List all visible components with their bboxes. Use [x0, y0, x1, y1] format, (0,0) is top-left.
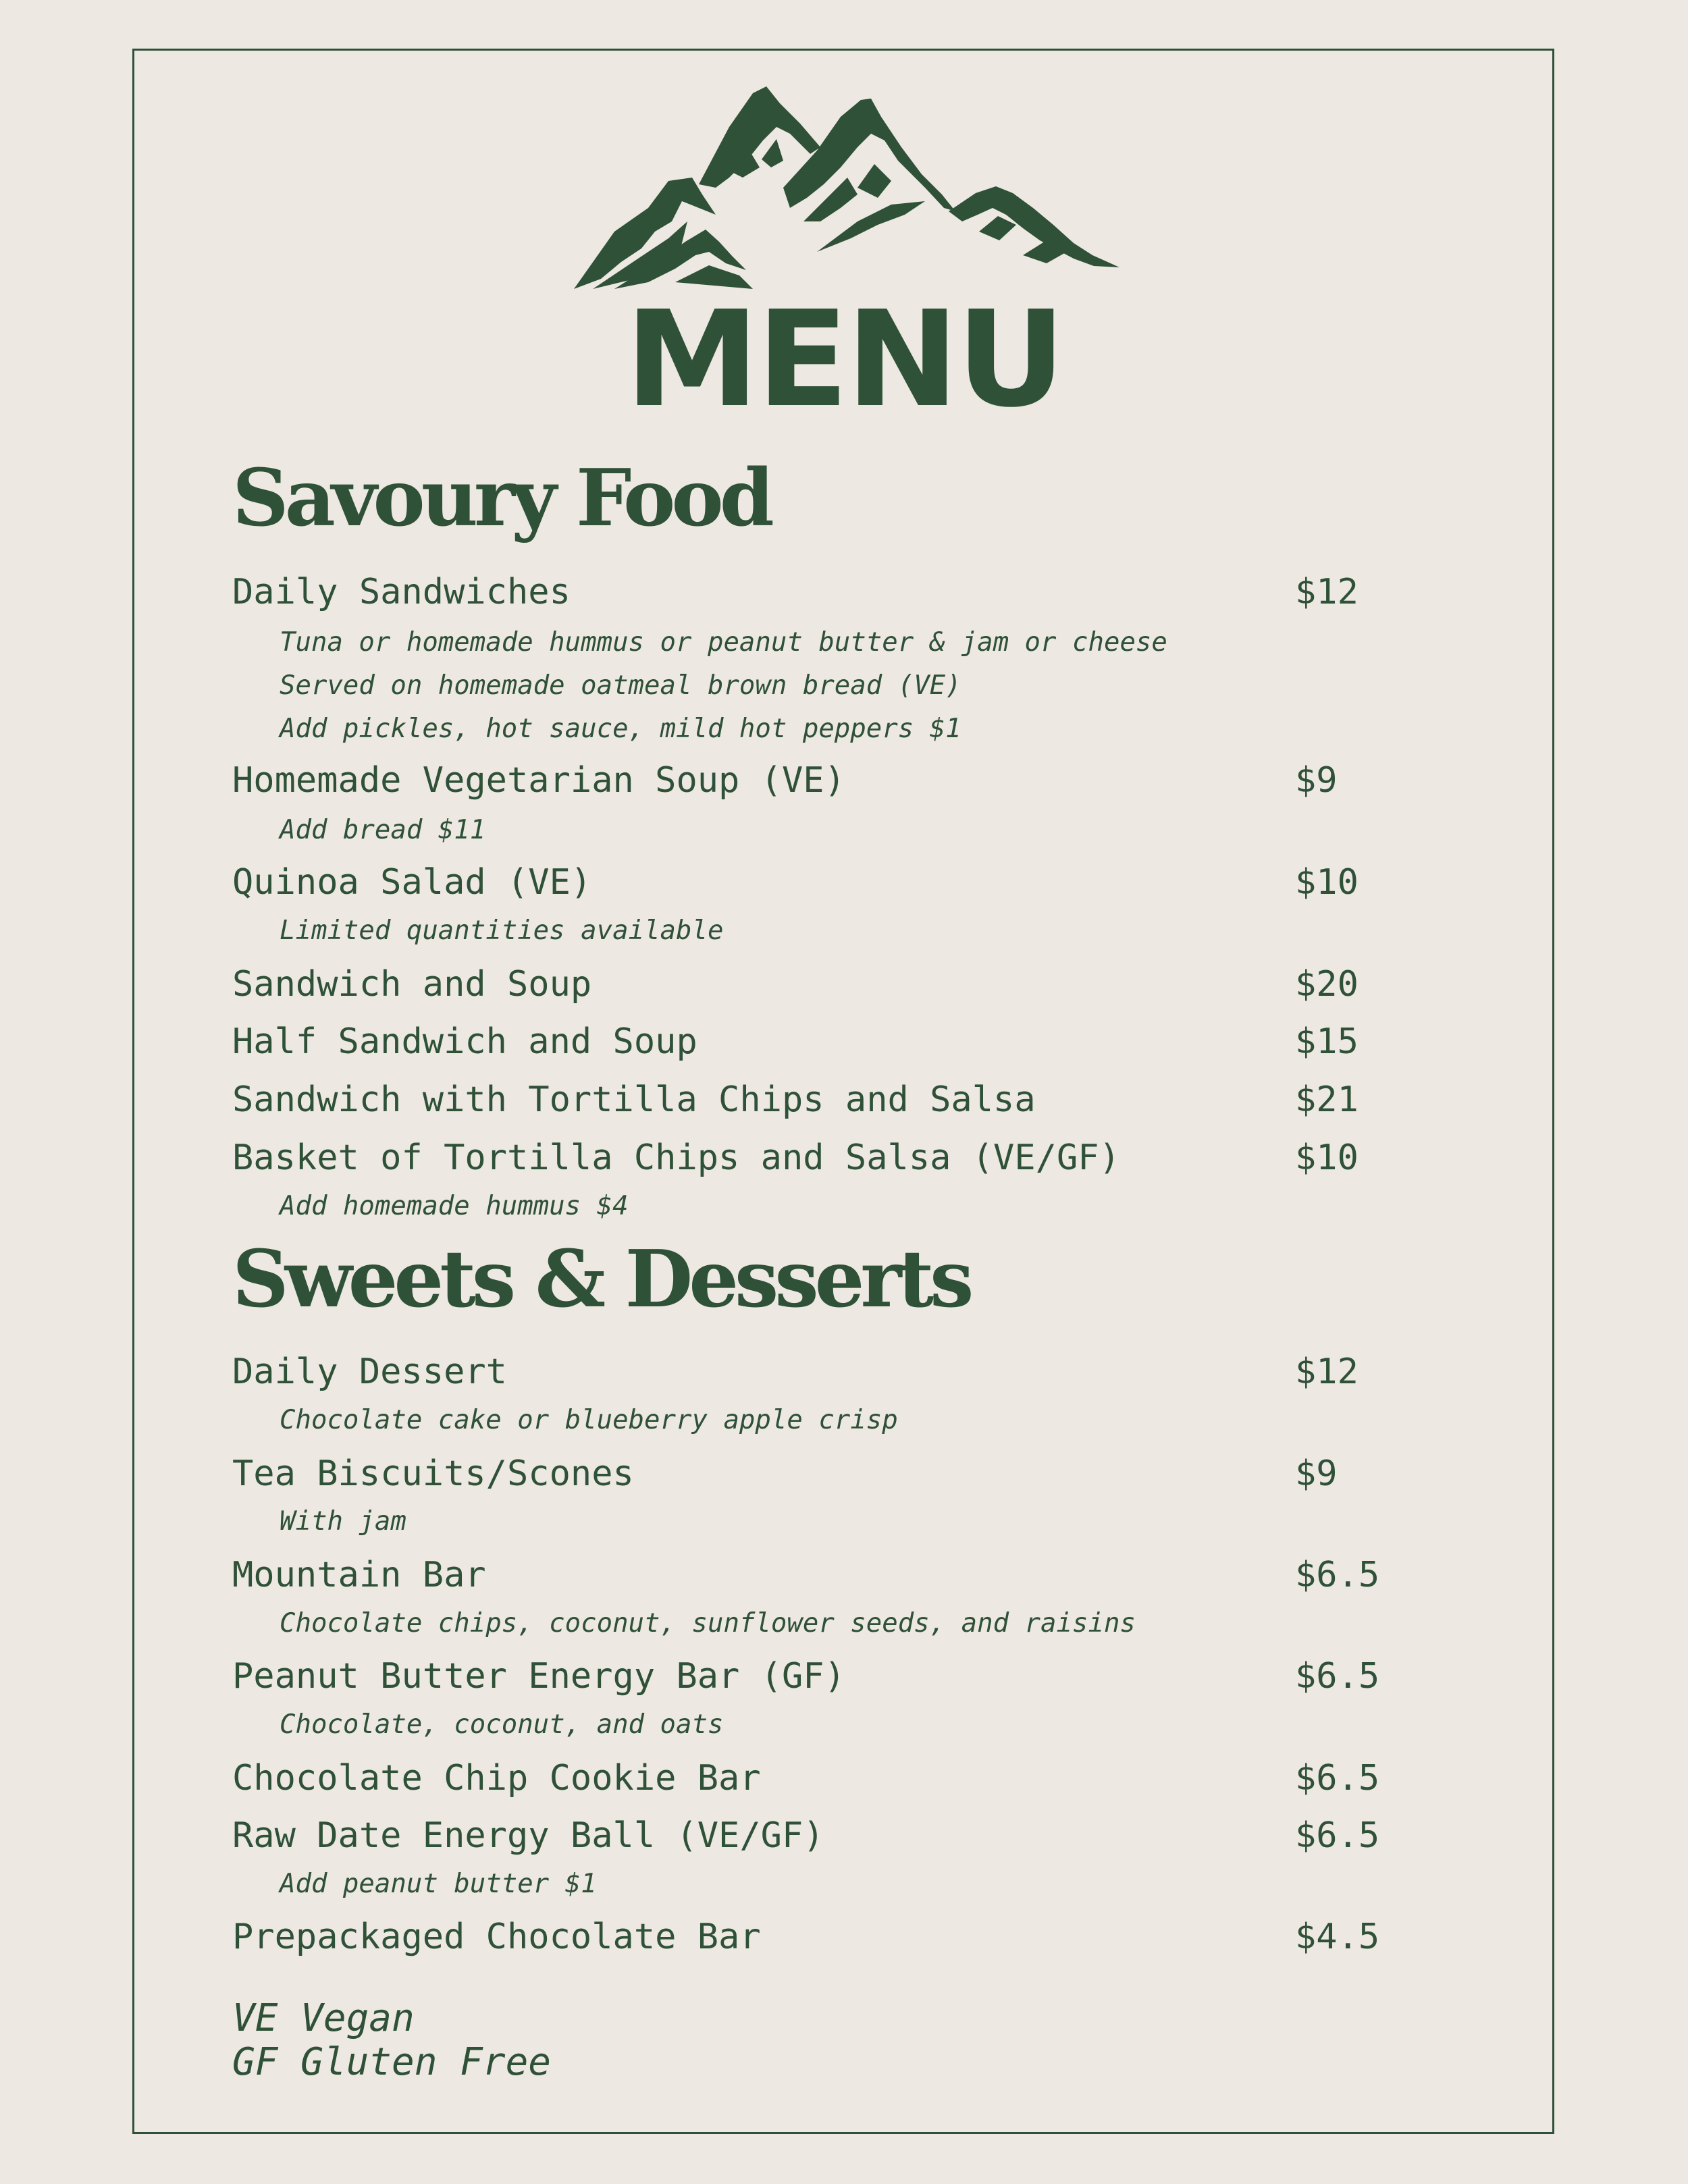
- menu-item-name: Chocolate Chip Cookie Bar: [232, 1758, 761, 1799]
- menu-item-name: Tea Biscuits/Scones: [232, 1454, 634, 1494]
- menu-item-note: Chocolate cake or blueberry apple crisp: [280, 1405, 898, 1435]
- menu-item-note: Chocolate, coconut, and oats: [280, 1709, 724, 1740]
- menu-item-note: Served on homemade oatmeal brown bread (VE): [280, 670, 961, 701]
- menu-item-note: Add homemade hummus $4: [280, 1191, 629, 1221]
- menu-item-note: With jam: [280, 1506, 406, 1537]
- menu-item-name: Half Sandwich and Soup: [232, 1021, 697, 1062]
- menu-item-name: Peanut Butter Energy Bar (GF): [232, 1656, 845, 1697]
- menu-item-price: $4.5: [1295, 1917, 1380, 1957]
- menu-item-price: $21: [1295, 1080, 1359, 1120]
- mountain-icon: [574, 86, 1119, 292]
- menu-item-name: Daily Dessert: [232, 1352, 507, 1392]
- menu-item-price: $10: [1295, 1138, 1359, 1178]
- menu-item-note: Limited quantities available: [280, 915, 724, 946]
- menu-item-price: $6.5: [1295, 1656, 1380, 1697]
- menu-item-price: $6.5: [1295, 1758, 1380, 1799]
- menu-item-price: $15: [1295, 1021, 1359, 1062]
- page-title: MENU: [625, 283, 1063, 437]
- menu-item-price: $6.5: [1295, 1815, 1380, 1856]
- menu-item-name: Homemade Vegetarian Soup (VE): [232, 760, 845, 801]
- menu-item-price: $12: [1295, 1352, 1359, 1392]
- menu-item-name: Prepackaged Chocolate Bar: [232, 1917, 761, 1957]
- menu-item-price: $10: [1295, 862, 1359, 903]
- menu-item-note: Add pickles, hot sauce, mild hot peppers $1: [280, 714, 961, 744]
- menu-item-name: Quinoa Salad (VE): [232, 862, 592, 903]
- menu-item-name: Raw Date Energy Ball (VE/GF): [232, 1815, 824, 1856]
- menu-item-name: Sandwich and Soup: [232, 964, 592, 1005]
- menu-item-note: Add peanut butter $1: [280, 1869, 597, 1899]
- menu-item-name: Sandwich with Tortilla Chips and Salsa: [232, 1080, 1036, 1120]
- menu-item-name: Daily Sandwiches: [232, 572, 571, 612]
- menu-item-note: Add bread $11: [280, 815, 486, 845]
- legend-gluten-free: GF Gluten Free: [232, 2040, 552, 2084]
- menu-item-price: $20: [1295, 964, 1359, 1005]
- menu-item-price: $6.5: [1295, 1555, 1380, 1595]
- menu-item-name: Basket of Tortilla Chips and Salsa (VE/GF): [232, 1138, 1120, 1178]
- section-heading-sweets: Sweets & Desserts: [232, 1233, 970, 1325]
- menu-item-price: $9: [1295, 760, 1338, 801]
- menu-item-price: $9: [1295, 1454, 1338, 1494]
- menu-item-name: Mountain Bar: [232, 1555, 486, 1595]
- legend-vegan: VE Vegan: [232, 1996, 415, 2040]
- menu-item-price: $12: [1295, 572, 1359, 612]
- menu-item-note: Chocolate chips, coconut, sunflower seeds, and raisins: [280, 1608, 1136, 1639]
- menu-item-note: Tuna or homemade hummus or peanut butter & jam or cheese: [280, 627, 1167, 658]
- section-heading-savoury: Savoury Food: [232, 452, 770, 544]
